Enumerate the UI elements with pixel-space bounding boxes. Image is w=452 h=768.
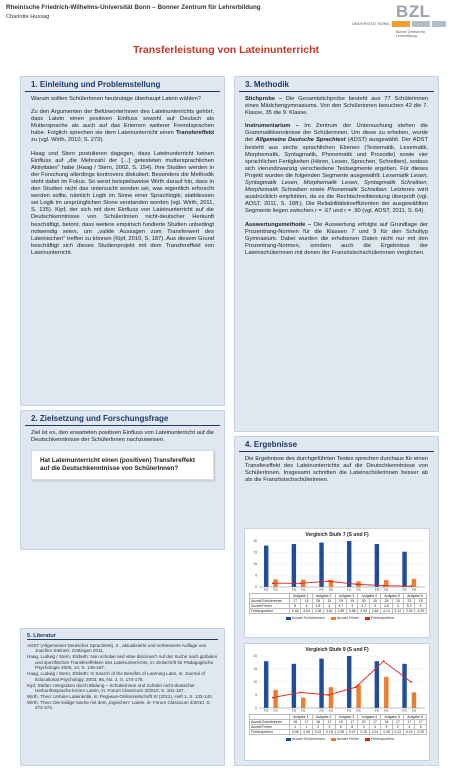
- table-row: Anzahl Fehler 5 4 4.8 4 4.7 3 3.7 3 4.5 3 5.3 4: [250, 604, 427, 609]
- line-point: [410, 585, 412, 587]
- tick-label: FS: [319, 588, 324, 592]
- table-cell: 0.06: [290, 730, 301, 735]
- chart-plot: [245, 529, 431, 639]
- author-line: Charlotte Hussag: [6, 14, 50, 20]
- literature-item: Haag, Ludwig / Stern, Elsbeth: Non scholae sed vitae discimus? Auf der Suche nach globalen und spezifischen Transfereffekten des Lateinunterrichts, in: Zeitschrift für Pädagogische Psychologie 2000, 14, S. 146-157.: [27, 654, 218, 671]
- tick-label: FS: [384, 709, 389, 713]
- table-cell: 27: [290, 599, 301, 604]
- table-cell: 17: [324, 720, 335, 725]
- table-cell: 4.5: [381, 604, 392, 609]
- tick-label: FS: [301, 588, 306, 592]
- literature-item: Haag, Ludwig / Stern, Elsbeth: In Search of the Benefits of Learning Latin, in: Journal of Educational Psychology, 2003, 95, No. 2, S. 174-178.: [27, 671, 205, 682]
- chart-title: Vergleich Stufe 9 (S und F): [305, 647, 369, 653]
- table-cell: 0.28: [381, 730, 392, 735]
- intro-question: Warum sollten SchülerInnen heutzutage überhaupt Latein wählen?: [31, 96, 201, 102]
- legend-label: Fehlerquotient: [371, 616, 395, 620]
- table-cell: 4.8: [312, 604, 323, 609]
- table-group-header: Aufgabe 1: [290, 594, 313, 599]
- bar-latein: [319, 659, 323, 708]
- literature-item: Wirth, Theo: Die leidige Sache mit dem „logischen" Latein, in: Forum Classicum 4/2010, S. 272-274.: [27, 700, 211, 711]
- table-row: Anzahl Schülerinnen 18 17 18 17 19 17 20 17 18 17 17 17: [250, 720, 427, 725]
- results-text: Die Ergebnisse des durchgeführten Testes sprechen durchaus für einen Transfereffekt des Lateinunterrichts auf die Deutschkenntnisse von SchülerInnen. Insgesamt schnitten die Lateinschülerinnen besser ab als die Französischschülerinnen.: [245, 456, 428, 484]
- table-cell: 4.29: [415, 609, 427, 614]
- line-point: [272, 697, 274, 699]
- table-group-header: Aufgabe 4: [358, 594, 381, 599]
- table-cell: 0.29: [415, 730, 427, 735]
- legend-label: Fehlerquotient: [371, 737, 395, 741]
- table-group-header: Aufgabe 5: [381, 715, 404, 720]
- table-cell: 4: [312, 725, 323, 730]
- intro-paragraph-3: Haag und Stern postulieren dagegen, dass Lateinunterricht keinen Einfluss auf „die Mehrzahl der […] getesteten muttersprachlichen Aktivitaten" habe (Haag / Stern, 2002, S. 154). Ihre Studien werden in der Forschung allerdings kontrovers diskutiert. Besonders die Methodik steht dabei im Fokus. So weist beispielsweise Wirth darauf hin, dass in den Studien nicht das untersucht worden sei, was eigentlich erforscht werden sollte, nämlich Logik im Sinne einer Sprachlogik; stattdessen sei Logik im ursprünglichen Sinne verstanden worden (vgl. Wirth, 2011, S. 135). Kipf, der sich mit dem Einfluss von Lateinunterricht auf die Deutschkenntnisse von SchülerInnen nicht-deutscher Herkunft beschäftigt, betont, dass weitere empirisch fundierte Studien unbedingt notwendig seien, um „valide Aussagen zum Transferwert des Lateinischen" treffen zu können (Kipf, 2010, S. 187). Aus diesem Grund beschäftigt sich dieses Studienprojekt mit dem Transfereffekt von Lateinunterricht.: [31, 150, 214, 256]
- table-cell: 28: [381, 599, 392, 604]
- table-cell: 17: [404, 720, 415, 725]
- table-cell: 3: [369, 604, 380, 609]
- table-cell: 3.81: [324, 609, 335, 614]
- legend-swatch: [365, 738, 370, 741]
- tick-label: FS: [384, 588, 389, 592]
- table-cell: 0.06: [301, 730, 312, 735]
- table-cell: 0.18: [324, 730, 335, 735]
- table-cell: 4: [301, 604, 312, 609]
- table-cell: 17: [301, 720, 312, 725]
- table-cell: 1.85: [335, 609, 346, 614]
- tick-label: FS: [273, 709, 278, 713]
- table-group-header: Aufgabe 1: [290, 715, 313, 720]
- bar-latein: [402, 664, 406, 708]
- table-cell: 1.86: [369, 609, 380, 614]
- table-cell: 17: [415, 720, 427, 725]
- table-cell: 18: [290, 720, 301, 725]
- table-cell: 2.12: [392, 609, 403, 614]
- legend-label: Anzahl Fehler: [336, 616, 360, 620]
- table-cell: 2.38: [312, 609, 323, 614]
- research-question-box: Hat Lateinunterricht einen (positiven) Transfereffekt auf die Deutschkenntnisse von SchülerInnen?: [31, 450, 214, 480]
- table-group-header: Aufgabe 4: [358, 715, 381, 720]
- table-cell: 0.24: [404, 730, 415, 735]
- legend-swatch: [331, 738, 336, 741]
- bzl-logo: [352, 2, 448, 42]
- table-cell: 0.22: [312, 730, 323, 735]
- table-cell: 29: [335, 599, 346, 604]
- institution-line: Rheinische Friedrich-Wilhelms-Universität Bonn – Bonner Zentrum für Lehrerbildung: [6, 4, 261, 11]
- tick-label: FS: [347, 709, 352, 713]
- legend-swatch: [286, 617, 291, 620]
- table-cell: 5: [335, 725, 346, 730]
- table-cell: 4.7: [335, 604, 346, 609]
- y-tick-label: 0: [255, 585, 257, 589]
- table-group-header: Aufgabe 2: [312, 715, 335, 720]
- line-point: [383, 660, 385, 662]
- table-cell: 17: [369, 720, 380, 725]
- table-cell: 17: [347, 720, 358, 725]
- legend-label: Anzahl Fehler: [336, 737, 360, 741]
- literature-item: Wirth, Theo: Unfaire Lateinkritik, in: Pegasus-Onlinezeitschrift XI (2011), Heft 1, S. 133-140.: [27, 694, 213, 700]
- legend-swatch: [286, 738, 291, 741]
- table-cell: 0.24: [369, 730, 380, 735]
- tick-label: FS: [411, 709, 416, 713]
- y-tick-label: 5: [255, 693, 257, 697]
- bar-latein: [264, 546, 268, 587]
- table-cell: 15: [347, 599, 358, 604]
- method-instrument: Instrumentarium – Im Zentrum der Untersuchung stehen die Grammatikkenntnisse der Schülerinnen. Um diese zu erheben, wurde der Allgemeine Deutsche Sprachtest (ADST) ausgewählt. Der ADST besteht aus sechs sprachlichen Ebenen (Textematik, Lexematik, Morphematik, Syntagmatik, Phonematik und Prosodie) sowie vier sprachlichen Fertigkeiten (Hören, Lesen, Sprechen, Schreiben), sodass sich vierundzwanzig verschiedene Testsegmente ergeben. Für dieses Projekt wurden die folgenden Segmente ausgewählt: Lexematik Lesen, Syntagmatik Lesen, Morphematik Lesen, Syntagmatik Schreiben, Morphematik Schreiben sowie Phonematik Schreiben. Letzteres wird ausdrücklich empfohlen, da es die Rechtschreibleistung überprüft (vgl. ADST, 2011, S. 16ff.). Die Reliabilitätskoeffizienten der ausgewählten Segmente liegen zwischen r = .67 und r = .90 (vgl. ADST, 2011, S. 64).: [245, 123, 429, 215]
- table-cell: 15: [392, 599, 403, 604]
- chart-data-table: [249, 593, 427, 614]
- line-point: [410, 681, 412, 683]
- y-tick-label: 15: [253, 562, 257, 566]
- table-cell: 23: [404, 599, 415, 604]
- y-tick-label: 20: [253, 654, 257, 658]
- table-cell: 4.54: [301, 609, 312, 614]
- table-cell: 3: [324, 725, 335, 730]
- table-cell: 15: [324, 599, 335, 604]
- table-cell: 18: [381, 720, 392, 725]
- table-cell: 18: [312, 720, 323, 725]
- table-cell: 2.39: [404, 609, 415, 614]
- table-cell: 19: [335, 720, 346, 725]
- bar-latein: [292, 664, 296, 708]
- table-cell: 0.26: [335, 730, 346, 735]
- y-tick-label: 10: [253, 680, 257, 684]
- results-chart-stufe7: [244, 528, 430, 638]
- section-heading: 1. Einleitung und Problemstellung: [25, 77, 220, 92]
- bar-franz: [384, 677, 388, 708]
- line-point: [355, 583, 357, 585]
- table-cell: 17: [392, 720, 403, 725]
- tick-label: FS: [402, 588, 407, 592]
- table-cell: 5: [381, 725, 392, 730]
- tick-label: FS: [328, 588, 333, 592]
- bar-latein: [292, 544, 296, 587]
- chart-legend: [245, 737, 429, 741]
- table-cell: 0.86: [347, 609, 358, 614]
- tick-label: FS: [301, 709, 306, 713]
- tick-label: FS: [291, 709, 296, 713]
- bar-latein: [319, 543, 323, 587]
- line-point: [383, 585, 385, 587]
- y-tick-label: 15: [253, 667, 257, 671]
- bar-latein: [347, 541, 351, 587]
- tick-label: FS: [291, 588, 296, 592]
- table-cell: 20: [358, 720, 369, 725]
- section-method: [234, 76, 439, 432]
- table-cell: 4.14: [381, 609, 392, 614]
- table-cell: 15: [369, 599, 380, 604]
- bar-franz: [412, 579, 416, 587]
- method-evaluation: Auswertungsmethode – Die Auswertung erfolgte auf Grundlage der Prozentrang-Normen für die Klassen 7 und 9 für den Schultyp Gymnasium. Dabei wurden die erhobenen Daten nicht nur mit den Prozentrang-Normen, sondern auch die Ergebnisse der Lateinschülerinnen mit denen der Französischschülerinnen verglichen.: [245, 221, 428, 256]
- table-cell: 2: [392, 725, 403, 730]
- table-cell: 5: [290, 604, 301, 609]
- table-cell: 0.12: [392, 730, 403, 735]
- table-cell: 2.46: [290, 609, 301, 614]
- table-row: Fehlerquotient 2.46 4.54 2.38 3.81 1.85 0.86 3.33 1.86 4.14 2.12 2.39 4.29: [250, 609, 427, 614]
- chart-data-table: [249, 714, 427, 735]
- tick-label: FS: [356, 709, 361, 713]
- tick-label: FS: [411, 588, 416, 592]
- table-cell: 5.3: [404, 604, 415, 609]
- section-heading: 4. Ergebnisse: [239, 437, 434, 452]
- table-cell: 0.15: [358, 730, 369, 735]
- table-cell: 5: [415, 725, 427, 730]
- logo-block-grey: [412, 21, 430, 27]
- table-group-header: Aufgabe 3: [335, 715, 358, 720]
- table-cell: 28: [312, 599, 323, 604]
- logo-block-orange: [392, 21, 410, 27]
- line-point: [327, 694, 329, 696]
- table-cell: 4: [324, 604, 335, 609]
- table-cell: 30: [358, 599, 369, 604]
- line-point: [327, 580, 329, 582]
- table-cell: 1: [301, 725, 312, 730]
- legend-label: Anzahl Schülerinnen: [291, 616, 325, 620]
- method-sample: Stichprobe – Die Gesamtstichprobe besteht aus 77 Schülerinnen eines Mädchengymnasiums. Von den Schülerinnen besuchen 42 die 7. Klasse, 35 die 9. Klasse.: [245, 96, 428, 117]
- table-group-header: Aufgabe 3: [335, 594, 358, 599]
- literature-item: ADST (Allgemeiner Deutscher Sprachtest), 2., aktualisierte und verbesserte Auflage von Joachim Steinert, Göttingen 2011.: [27, 643, 207, 654]
- table-group-header: Aufgabe 2: [312, 594, 335, 599]
- tick-label: FS: [319, 709, 324, 713]
- tick-label: FS: [356, 588, 361, 592]
- table-cell: 3: [358, 725, 369, 730]
- section-heading: 3. Methodik: [239, 77, 434, 92]
- tick-label: FS: [264, 709, 269, 713]
- section-literature: [20, 628, 225, 766]
- table-cell: 1: [290, 725, 301, 730]
- chart-title: Vergleich Stufe 7 (S und F): [305, 532, 369, 538]
- bar-latein: [375, 544, 379, 587]
- poster-title: Transferleistung von Lateinunterricht: [132, 44, 320, 56]
- logo-block-grey-2: [432, 21, 446, 27]
- table-cell: 3: [347, 604, 358, 609]
- bar-latein: [264, 661, 268, 708]
- logo-bzl-text: BZL: [396, 2, 431, 21]
- table-group-header: Aufgabe 5: [381, 594, 404, 599]
- legend-swatch: [331, 617, 336, 620]
- bar-latein: [347, 656, 351, 708]
- logo-uni-text: UNIVERSITÄT BONN: [352, 22, 390, 26]
- results-chart-stufe9: [244, 643, 430, 761]
- bar-franz: [273, 690, 277, 708]
- literature-heading: 5. Literatur: [27, 633, 218, 640]
- bar-latein: [402, 552, 406, 587]
- line-point: [300, 582, 302, 584]
- legend-swatch: [365, 617, 370, 620]
- objective-text: Ziel ist es, den erwarteten positiven Einfluss von Lateinunterricht auf die Deutschkenntnisse der SchülerInnen nachzuweisen.: [31, 430, 214, 444]
- table-cell: 8: [347, 725, 358, 730]
- chart-legend: [245, 616, 429, 620]
- chart-plot: [245, 644, 431, 762]
- logo-subtitle: Bonner Zentrum für Lehrerbildung: [396, 30, 426, 38]
- table-cell: 4: [415, 604, 427, 609]
- table-cell: 3: [392, 604, 403, 609]
- intro-paragraph-2: Zu den Argumenten der BefürworterInnen des Lateinunterrichts gehört, dass Latein einen positiven Einfluss sowohl auf Deutsch als Muttersprache als auch auf das Erlernen weiterer Fremdsprachen habe. Folglich sprechen sie dem Lateinunterricht einen Transfereffekt zu (vgl. Wirth, 2010, S. 273).: [31, 109, 214, 144]
- table-cell: 4: [404, 725, 415, 730]
- table-group-header: Aufgabe 6: [404, 594, 427, 599]
- legend-label: Anzahl Schülerinnen: [291, 737, 325, 741]
- table-group-header: Aufgabe 6: [404, 715, 427, 720]
- table-row: Anzahl Fehler 1 1 4 3 5 8 3 4 5 2 4 5: [250, 725, 427, 730]
- bar-franz: [412, 692, 416, 708]
- tick-label: FS: [374, 588, 379, 592]
- section-objective: [20, 410, 225, 550]
- table-cell: 15: [415, 599, 427, 604]
- y-tick-label: 0: [255, 706, 257, 710]
- line-point: [355, 686, 357, 688]
- table-cell: 3.33: [358, 609, 369, 614]
- bar-latein: [375, 661, 379, 708]
- bar-franz: [329, 687, 333, 708]
- tick-label: FS: [374, 709, 379, 713]
- tick-label: FS: [347, 588, 352, 592]
- section-heading: 2. Zielsetzung und Forschungsfrage: [25, 411, 220, 426]
- tick-label: FS: [264, 588, 269, 592]
- line-point: [272, 582, 274, 584]
- y-tick-label: 30: [253, 539, 257, 543]
- tick-label: FS: [328, 709, 333, 713]
- tick-label: FS: [402, 709, 407, 713]
- table-cell: 4: [369, 725, 380, 730]
- bar-franz: [356, 685, 360, 708]
- table-cell: 0.47: [347, 730, 358, 735]
- table-cell: 15: [301, 599, 312, 604]
- table-row: Anzahl Schülerinnen 27 15 28 15 29 15 30 15 28 15 23 15: [250, 599, 427, 604]
- y-tick-label: 23: [253, 550, 257, 555]
- table-cell: 3.7: [358, 604, 369, 609]
- bar-franz: [301, 698, 305, 708]
- line-point: [300, 692, 302, 694]
- y-tick-label: 8: [255, 573, 257, 578]
- section-introduction: [20, 76, 225, 406]
- tick-label: FS: [273, 588, 278, 592]
- table-row: Fehlerquotient 0.06 0.06 0.22 0.18 0.26 0.47 0.15 0.24 0.28 0.12 0.24 0.29: [250, 730, 427, 735]
- literature-item: Kipf, Stefan: Integration durch Bildung – Schülerinnen und Schüler nicht-deutscher Herkunftssprache lernen Latein, in: Forum Classicum 3/2010, S. 181-197.: [27, 682, 195, 694]
